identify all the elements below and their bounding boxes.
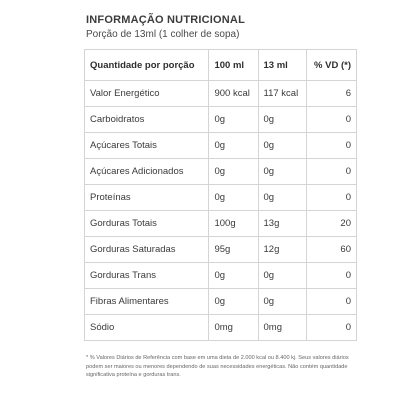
table-row (85, 107, 357, 133)
nutrient-name: Sódio (85, 315, 209, 341)
daily-value-percent: 0 (307, 107, 357, 133)
value-per-100ml: 0g (209, 159, 258, 185)
nutrient-name: Proteínas (85, 185, 209, 211)
table-row (85, 315, 357, 341)
nutrient-name: Valor Energético (85, 81, 209, 107)
daily-value-percent: 20 (307, 211, 357, 237)
nutrient-name: Gorduras Saturadas (85, 237, 209, 263)
column-header-daily-value: % VD (*) (307, 50, 357, 81)
footnote: * % Valores Diários de Referência com base em uma dieta de 2.000 kcal ou 8.400 kj. Seus valores diários podem ser maiores ou menores dependendo de suas necessidades energéticas. Não contém quantidade significativa proteína e gorduras trans. (86, 355, 349, 378)
value-per-100ml: 0g (209, 107, 258, 133)
nutrient-name: Fibras Alimentares (85, 289, 209, 315)
value-per-13ml: 0g (258, 263, 307, 289)
daily-value-percent: 0 (307, 133, 357, 159)
table-row (85, 133, 357, 159)
daily-value-percent: 0 (307, 159, 357, 185)
serving-size: Porção de 13ml (1 colher de sopa) (86, 29, 240, 40)
nutrient-name: Carboidratos (85, 107, 209, 133)
value-per-100ml: 95g (209, 237, 258, 263)
value-per-13ml: 0g (258, 289, 307, 315)
nutrient-name: Açúcares Adicionados (85, 159, 209, 185)
nutrient-name: Gorduras Totais (85, 211, 209, 237)
value-per-13ml: 12g (258, 237, 307, 263)
daily-value-percent: 0 (307, 315, 357, 341)
value-per-13ml: 0mg (258, 315, 307, 341)
value-per-13ml: 0g (258, 107, 307, 133)
value-per-13ml: 13g (258, 211, 307, 237)
daily-value-percent: 60 (307, 237, 357, 263)
value-per-100ml: 0g (209, 263, 258, 289)
column-header-nutrient: Quantidade por porção (85, 50, 209, 81)
column-header-per-13ml: 13 ml (258, 50, 307, 81)
value-per-100ml: 100g (209, 211, 258, 237)
table-row (85, 237, 357, 263)
daily-value-percent: 0 (307, 263, 357, 289)
value-per-13ml: 0g (258, 159, 307, 185)
value-per-13ml: 0g (258, 133, 307, 159)
nutrition-table (84, 49, 357, 341)
nutrient-name: Açúcares Totais (85, 133, 209, 159)
page-title: INFORMAÇÃO NUTRICIONAL (86, 14, 245, 26)
value-per-100ml: 0g (209, 289, 258, 315)
value-per-100ml: 900 kcal (209, 81, 258, 107)
table-row (85, 81, 357, 107)
table-row (85, 159, 357, 185)
daily-value-percent: 6 (307, 81, 357, 107)
table-header-row (85, 50, 357, 81)
table-row (85, 289, 357, 315)
daily-value-percent: 0 (307, 185, 357, 211)
value-per-13ml: 0g (258, 185, 307, 211)
value-per-100ml: 0mg (209, 315, 258, 341)
value-per-13ml: 117 kcal (258, 81, 307, 107)
column-header-per-100ml: 100 ml (209, 50, 258, 81)
value-per-100ml: 0g (209, 185, 258, 211)
table-row (85, 185, 357, 211)
value-per-100ml: 0g (209, 133, 258, 159)
daily-value-percent: 0 (307, 289, 357, 315)
table-row (85, 211, 357, 237)
table-row (85, 263, 357, 289)
nutrient-name: Gorduras Trans (85, 263, 209, 289)
